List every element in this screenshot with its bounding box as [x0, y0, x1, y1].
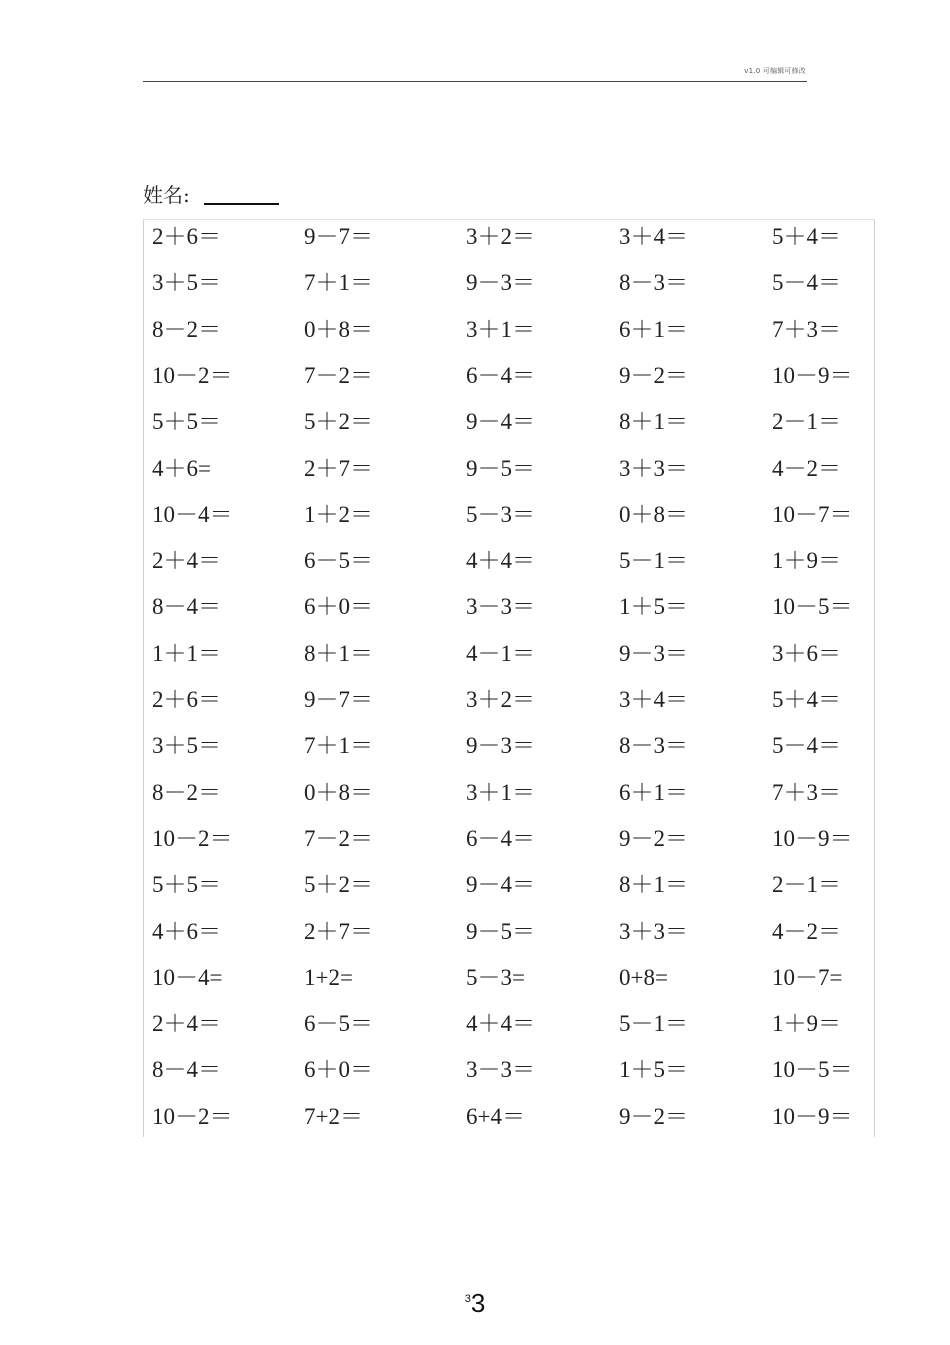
- problem-item: 5＋5＝: [152, 872, 221, 898]
- problem-item: 7＋3＝: [772, 779, 841, 805]
- problem-item: 0＋8＝: [304, 316, 373, 342]
- header-note: v1.0 可编辑可修改: [744, 67, 806, 75]
- problem-row: [144, 685, 874, 731]
- problem-item: 1＋2＝: [304, 501, 373, 527]
- problem-item: 10－9＝: [772, 1103, 853, 1129]
- problem-item: 5＋2＝: [304, 872, 373, 898]
- problem-item: 6－5＝: [304, 1011, 373, 1037]
- problem-item: 9－3＝: [466, 270, 535, 296]
- name-row: [143, 178, 279, 208]
- problem-item: 5－3＝: [466, 501, 535, 527]
- problem-item: 10－9＝: [772, 825, 853, 851]
- problem-item: 9－7＝: [304, 224, 373, 249]
- problem-row: [144, 268, 874, 314]
- problem-item: 1＋9＝: [772, 1011, 841, 1037]
- problem-item: 7＋1＝: [304, 733, 373, 759]
- problem-item: 5－3=: [466, 964, 525, 990]
- name-label: 姓名:: [143, 183, 190, 207]
- problem-row: [144, 592, 874, 638]
- problem-row: [144, 731, 874, 777]
- problem-row: [144, 407, 874, 453]
- problem-item: 9－7＝: [304, 687, 373, 712]
- problem-item: 9－4＝: [466, 409, 535, 435]
- problem-item: 4＋4＝: [466, 1011, 535, 1037]
- problem-item: 2＋4＝: [152, 1011, 221, 1037]
- problem-item: 8＋1＝: [304, 640, 373, 666]
- problem-grid: [143, 219, 875, 1137]
- problem-item: 6－4＝: [466, 825, 535, 851]
- problem-item: 2－1＝: [772, 409, 841, 435]
- problem-item: 3＋5＝: [152, 733, 221, 759]
- problem-item: 9－4＝: [466, 872, 535, 898]
- problem-row: [144, 870, 874, 916]
- problem-item: 10－5＝: [772, 594, 853, 620]
- problem-item: 10－5＝: [772, 1057, 853, 1083]
- header-rule: [143, 81, 807, 82]
- problem-item: 5－4＝: [772, 733, 841, 759]
- problem-item: 6＋1＝: [619, 779, 688, 805]
- problem-item: 3＋5＝: [152, 270, 221, 296]
- problem-row: [144, 361, 874, 407]
- problem-item: 10－2＝: [152, 362, 233, 388]
- problem-item: 6+4＝: [466, 1103, 525, 1129]
- problem-item: 8＋1＝: [619, 409, 688, 435]
- problem-row: [144, 1102, 874, 1148]
- problem-item: 6＋0＝: [304, 1057, 373, 1083]
- problem-item: 5＋4＝: [772, 224, 841, 249]
- problem-item: 2＋6＝: [152, 224, 221, 249]
- problem-item: 1+2=: [304, 964, 353, 990]
- problem-item: 3＋1＝: [466, 779, 535, 805]
- problem-item: 2＋6＝: [152, 687, 221, 712]
- problem-item: 8＋1＝: [619, 872, 688, 898]
- problem-item: 10－2＝: [152, 1103, 233, 1129]
- problem-item: 3＋4＝: [619, 224, 688, 249]
- problem-item: 10－9＝: [772, 362, 853, 388]
- problem-item: 6＋1＝: [619, 316, 688, 342]
- problem-item: 3＋4＝: [619, 687, 688, 712]
- problem-item: 1＋5＝: [619, 1057, 688, 1083]
- problem-item: 0＋8＝: [304, 779, 373, 805]
- problem-item: 3－3＝: [466, 1057, 535, 1083]
- problem-item: 8－3＝: [619, 270, 688, 296]
- problem-item: 5－1＝: [619, 1011, 688, 1037]
- problem-item: 8－2＝: [152, 316, 221, 342]
- problem-row: [144, 454, 874, 500]
- problem-item: 3＋6＝: [772, 640, 841, 666]
- problem-item: 0＋8＝: [619, 501, 688, 527]
- problem-item: 7＋3＝: [772, 316, 841, 342]
- problem-item: 9－5＝: [466, 455, 535, 481]
- problem-item: 5＋2＝: [304, 409, 373, 435]
- problem-item: 0+8=: [619, 964, 668, 990]
- problem-item: 9－2＝: [619, 362, 688, 388]
- problem-item: 10－2＝: [152, 825, 233, 851]
- problem-item: 9－3＝: [466, 733, 535, 759]
- problem-item: 7－2＝: [304, 825, 373, 851]
- problem-item: 6＋0＝: [304, 594, 373, 620]
- problem-item: 6－5＝: [304, 548, 373, 574]
- page-number-large: 3: [470, 1288, 486, 1318]
- problem-row: [144, 917, 874, 963]
- problem-row: [144, 315, 874, 361]
- problem-item: 10－7＝: [772, 501, 853, 527]
- problem-item: 1＋1＝: [152, 640, 221, 666]
- problem-item: 7＋1＝: [304, 270, 373, 296]
- problem-item: 9－5＝: [466, 918, 535, 944]
- problem-item: 4－2＝: [772, 918, 841, 944]
- problem-item: 5＋4＝: [772, 687, 841, 712]
- problem-item: 10－4=: [152, 964, 223, 990]
- problem-item: 4＋4＝: [466, 548, 535, 574]
- problem-item: 5＋5＝: [152, 409, 221, 435]
- problem-row: [144, 963, 874, 1009]
- problem-item: 2＋7＝: [304, 455, 373, 481]
- problem-item: 9－3＝: [619, 640, 688, 666]
- problem-item: 2＋7＝: [304, 918, 373, 944]
- problem-item: 1＋9＝: [772, 548, 841, 574]
- problem-item: 8－3＝: [619, 733, 688, 759]
- name-blank-line[interactable]: [204, 203, 279, 205]
- problem-item: 3＋2＝: [466, 687, 535, 712]
- problem-item: 4＋6=: [152, 455, 211, 481]
- problem-item: 9－2＝: [619, 825, 688, 851]
- problem-item: 4＋6＝: [152, 918, 221, 944]
- page-number-small: 3: [464, 1293, 471, 1305]
- problem-item: 3＋3＝: [619, 918, 688, 944]
- problem-item: 7－2＝: [304, 362, 373, 388]
- problem-row: [144, 778, 874, 824]
- problem-row: [144, 639, 874, 685]
- problem-row: [144, 824, 874, 870]
- problem-row: [144, 500, 874, 546]
- problem-item: 4－1＝: [466, 640, 535, 666]
- problem-item: 8－2＝: [152, 779, 221, 805]
- problem-item: 4－2＝: [772, 455, 841, 481]
- problem-item: 1＋5＝: [619, 594, 688, 620]
- problem-item: 5－4＝: [772, 270, 841, 296]
- problem-item: 8－4＝: [152, 1057, 221, 1083]
- problem-row: [144, 546, 874, 592]
- problem-row: [144, 1055, 874, 1101]
- problem-item: 5－1＝: [619, 548, 688, 574]
- problem-row: [144, 222, 874, 268]
- problem-item: 3＋3＝: [619, 455, 688, 481]
- problem-item: 8－4＝: [152, 594, 221, 620]
- problem-item: 3－3＝: [466, 594, 535, 620]
- problem-item: 10－4＝: [152, 501, 233, 527]
- problem-item: 2＋4＝: [152, 548, 221, 574]
- problem-item: 2－1＝: [772, 872, 841, 898]
- problem-item: 9－2＝: [619, 1103, 688, 1129]
- problem-item: 3＋1＝: [466, 316, 535, 342]
- problem-item: 3＋2＝: [466, 224, 535, 249]
- problem-item: 7+2＝: [304, 1103, 363, 1129]
- problem-item: 6－4＝: [466, 362, 535, 388]
- page-number: [0, 1288, 950, 1319]
- problem-item: 10－7=: [772, 964, 843, 990]
- problem-row: [144, 1009, 874, 1055]
